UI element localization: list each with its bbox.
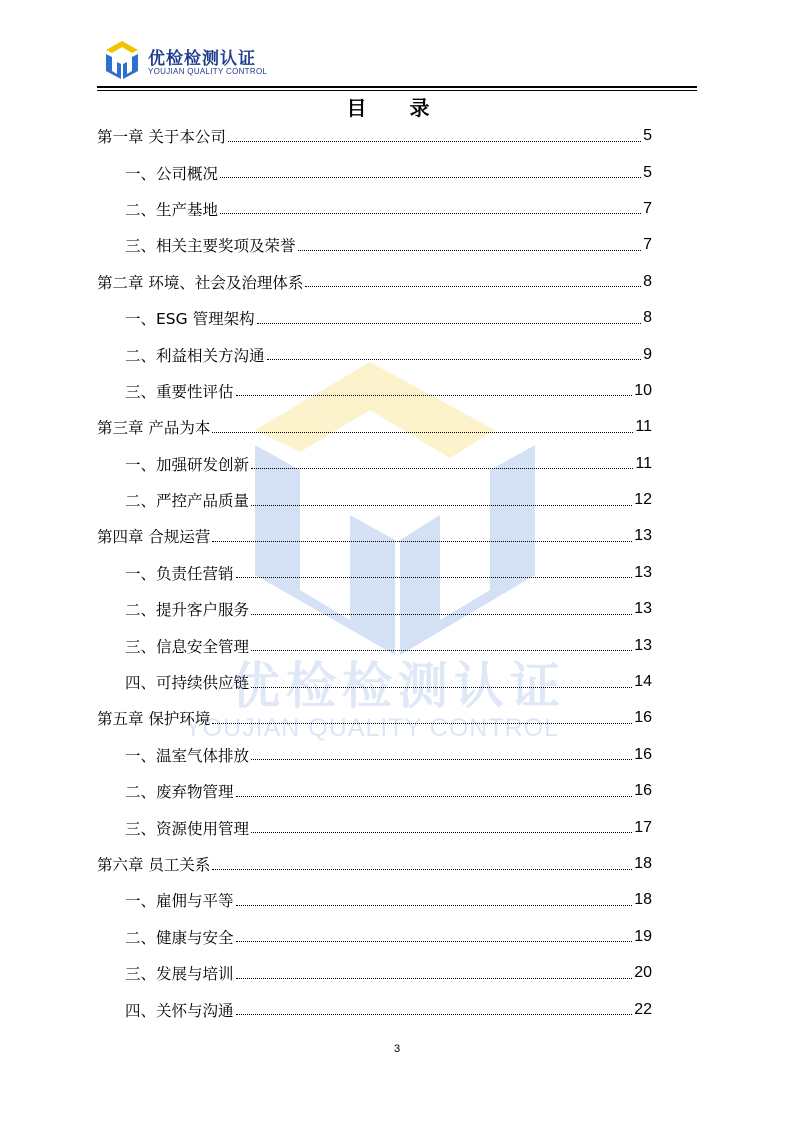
toc-leader-dots <box>251 614 632 615</box>
toc-leader-dots <box>220 213 641 214</box>
toc-entry-label: 二、健康与安全 <box>125 928 234 947</box>
watermark-text-en: YOUJIAN QUALITY CONTROL <box>185 714 559 742</box>
watermark-text-cn: 优检检测认证 <box>230 657 566 715</box>
toc-leader-dots <box>236 978 633 979</box>
toc-section-entry[interactable] <box>97 336 652 372</box>
toc-section-entry[interactable] <box>97 446 652 482</box>
toc-entry-page: 22 <box>634 1000 652 1018</box>
toc-entry-page: 17 <box>634 818 652 836</box>
toc-leader-dots <box>251 759 632 760</box>
toc-title: 目 录 <box>346 96 448 120</box>
toc-leader-dots <box>251 468 633 469</box>
header <box>100 38 697 90</box>
toc-leader-dots <box>236 941 633 942</box>
toc-entry-label: 二、严控产品质量 <box>125 492 250 511</box>
toc-entry-page: 9 <box>643 345 652 363</box>
toc-section-entry[interactable] <box>97 555 652 591</box>
toc-leader-dots <box>298 250 642 251</box>
toc-entry-label: 二、提升客户服务 <box>125 601 250 620</box>
toc-leader-dots <box>305 286 641 287</box>
toc-leader-dots <box>212 723 632 724</box>
toc-entry-page: 13 <box>634 600 652 618</box>
toc-chapter-entry[interactable] <box>97 118 652 154</box>
toc-section-entry[interactable] <box>97 737 652 773</box>
page-number: 3 <box>393 1043 401 1055</box>
toc-entry-page: 12 <box>634 491 652 509</box>
toc-section-entry[interactable] <box>97 664 652 700</box>
toc-entry-label: 一、公司概况 <box>125 164 219 183</box>
toc-entry-page: 7 <box>643 236 652 254</box>
toc-section-entry[interactable] <box>97 627 652 663</box>
toc-entry-label: 三、相关主要奖项及荣誉 <box>125 237 296 256</box>
toc-leader-dots <box>251 505 632 506</box>
toc-entry-label: 四、可持续供应链 <box>125 674 250 693</box>
toc-entry-page: 20 <box>634 964 652 982</box>
toc-entry-page: 16 <box>634 709 652 727</box>
toc-leader-dots <box>212 541 632 542</box>
toc-section-entry[interactable] <box>97 919 652 955</box>
toc-chapter-entry[interactable] <box>97 846 652 882</box>
toc-entry-label: 第一章 关于本公司 <box>97 128 226 147</box>
toc-section-entry[interactable] <box>97 809 652 845</box>
toc-entry-label: 第五章 保护环境 <box>97 710 211 729</box>
toc-entry-label: 二、生产基地 <box>125 200 219 219</box>
toc-leader-dots <box>236 905 633 906</box>
toc-section-entry[interactable] <box>97 882 652 918</box>
toc-chapter-entry[interactable] <box>97 264 652 300</box>
toc-entry-label: 一、加强研发创新 <box>125 455 250 474</box>
toc-entry-page: 16 <box>634 782 652 800</box>
toc-entry-label: 一、ESG 管理架构 <box>125 310 255 329</box>
toc-leader-dots <box>212 432 633 433</box>
toc-entry-label: 一、温室气体排放 <box>125 746 250 765</box>
toc-leader-dots <box>236 1014 633 1015</box>
toc-section-entry[interactable] <box>97 955 652 991</box>
toc-chapter-entry[interactable] <box>97 700 652 736</box>
toc-entry-label: 第三章 产品为本 <box>97 419 211 438</box>
company-logo-icon <box>100 38 144 82</box>
toc-entry-page: 11 <box>635 418 652 436</box>
toc-entry-page: 13 <box>634 527 652 545</box>
toc-entry-page: 5 <box>643 127 652 145</box>
toc-section-entry[interactable] <box>97 227 652 263</box>
table-of-contents <box>97 118 652 1028</box>
toc-chapter-entry[interactable] <box>97 409 652 445</box>
brand-name-en: YOUJIAN QUALITY CONTROL <box>148 67 268 76</box>
toc-entry-label: 二、废弃物管理 <box>125 783 234 802</box>
toc-leader-dots <box>236 577 633 578</box>
toc-leader-dots <box>251 687 632 688</box>
toc-entry-page: 18 <box>634 855 652 872</box>
toc-entry-label: 三、发展与培训 <box>125 965 234 984</box>
toc-section-entry[interactable] <box>97 191 652 227</box>
toc-entry-page: 16 <box>634 745 652 763</box>
toc-entry-page: 14 <box>634 673 652 691</box>
toc-entry-label: 二、利益相关方沟通 <box>125 346 265 365</box>
toc-section-entry[interactable] <box>97 482 652 518</box>
toc-leader-dots <box>220 177 641 178</box>
toc-entry-page: 8 <box>643 309 652 327</box>
toc-entry-label: 四、关怀与沟通 <box>125 1001 234 1020</box>
toc-leader-dots <box>251 832 632 833</box>
toc-entry-page: 7 <box>643 199 652 217</box>
toc-leader-dots <box>267 359 642 360</box>
toc-entry-label: 第六章 员工关系 <box>97 856 211 874</box>
toc-entry-label: 一、雇佣与平等 <box>125 892 234 911</box>
toc-entry-page: 10 <box>634 381 652 399</box>
toc-entry-page: 19 <box>634 927 652 945</box>
toc-leader-dots <box>236 395 633 396</box>
toc-entry-page: 13 <box>634 563 652 581</box>
toc-leader-dots <box>251 650 632 651</box>
toc-leader-dots <box>212 869 632 870</box>
toc-chapter-entry[interactable] <box>97 518 652 554</box>
toc-entry-page: 11 <box>635 454 652 472</box>
header-divider-thin <box>97 90 697 91</box>
toc-section-entry[interactable] <box>97 154 652 190</box>
toc-leader-dots <box>236 796 633 797</box>
toc-entry-label: 三、信息安全管理 <box>125 637 250 656</box>
brand-name-cn: 优检检测认证 <box>148 49 256 69</box>
toc-entry-label: 一、负责任营销 <box>125 564 234 583</box>
toc-section-entry[interactable] <box>97 773 652 809</box>
header-divider <box>97 86 697 88</box>
toc-section-entry[interactable] <box>97 591 652 627</box>
toc-leader-dots <box>228 141 641 142</box>
toc-entry-label: 第四章 合规运营 <box>97 528 211 547</box>
toc-entry-page: 13 <box>634 636 652 654</box>
toc-entry-page: 18 <box>634 891 652 909</box>
toc-entry-label: 第二章 环境、社会及治理体系 <box>97 273 304 292</box>
toc-entry-page: 8 <box>643 272 652 290</box>
toc-section-entry[interactable] <box>97 300 652 336</box>
toc-leader-dots <box>257 323 642 324</box>
toc-section-entry[interactable] <box>97 991 652 1027</box>
toc-section-entry[interactable] <box>97 373 652 409</box>
toc-entry-page: 5 <box>643 163 652 181</box>
toc-entry-label: 三、资源使用管理 <box>125 819 250 838</box>
toc-entry-label: 三、重要性评估 <box>125 382 234 401</box>
